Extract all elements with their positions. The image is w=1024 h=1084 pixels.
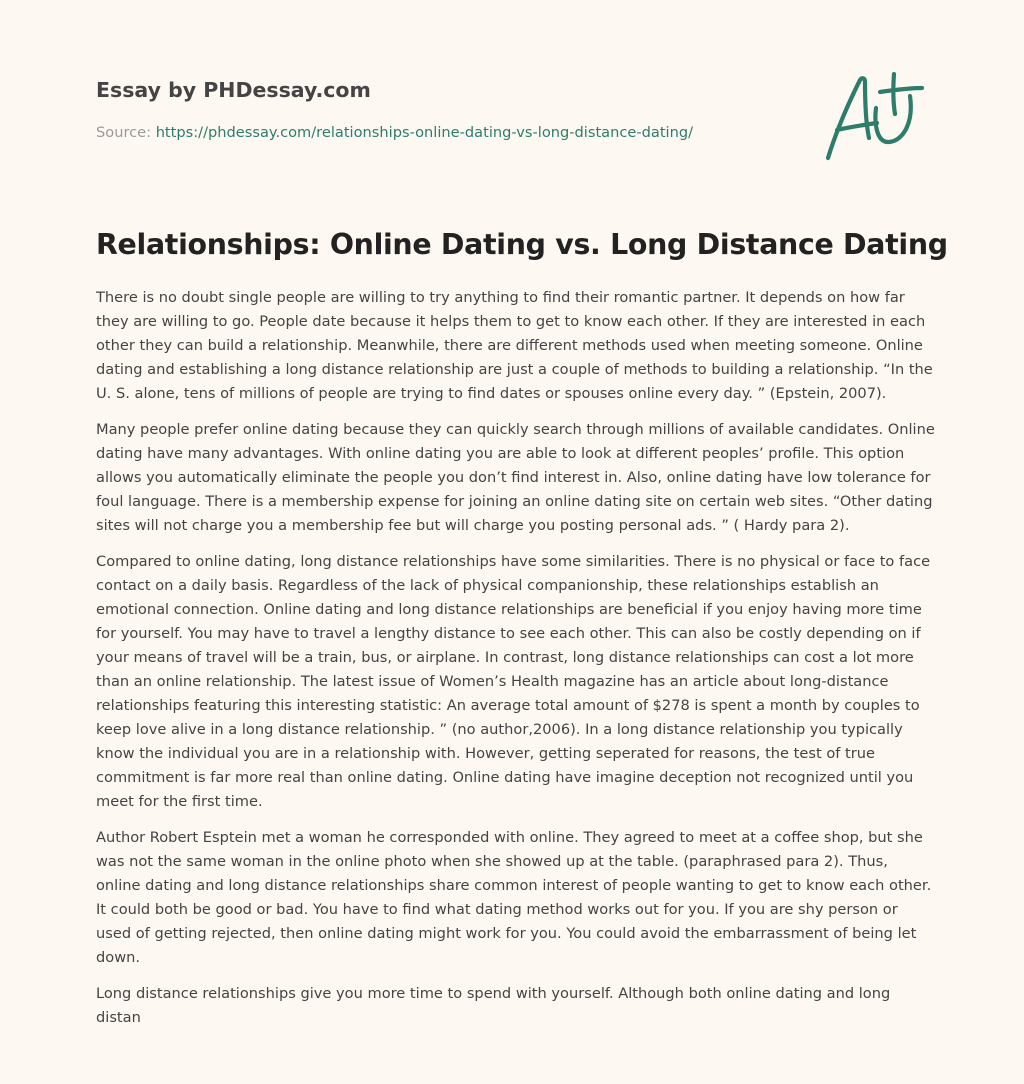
source-link[interactable]: https://phdessay.com/relationships-online-dating-vs-long-distance-dating/ bbox=[155, 124, 694, 141]
essay-paragraph: Long distance relationships give you more time to spend with yourself. Although both online dating and long distan bbox=[96, 985, 891, 1026]
brand-title: Essay by PHDessay.com bbox=[96, 78, 371, 102]
essay-paragraph: Compared to online dating, long distance relationships have some similarities. There is no physical or face to face contact on a daily basis. Regardless of the lack of physical companionship, these relationships establish an emotional connection. Online dating and long distance relationships are beneficial if you enjoy having more time for yourself. You may have to travel a lengthy distance to see each other. This can also be costly depending on if your means of travel will be a train, bus, or airplane. In contrast, long distance relationships can cost a lot more than an online relationship. The latest issue of Women’s Health magazine has an article about long-distance relationships featuring this interesting statistic: An average total amount of $278 is spent a month by couples to keep love alive in a long distance relationship. ” (no author,2006). In a long distance relationship you typically know the individual you are in a relationship with. However, getting seperated for reasons, the test of true commitment is far more real than online dating. Online dating have imagine deception not recognized until you meet for the first time. bbox=[96, 553, 931, 810]
essay-paragraph: There is no doubt single people are willing to try anything to find their romantic partner. It depends on how far they are willing to go. People date because it helps them to get to know each other. If they are interested in each other they can build a relationship. Meanwhile, there are different methods used when meeting someone. Online dating and establishing a long distance relationship are just a couple of methods to building a relationship. “In the U. S. alone, tens of millions of people are trying to find dates or spouses online every day. ” (Epstein, 2007). bbox=[96, 289, 933, 402]
a-plus-grade-icon bbox=[822, 66, 926, 166]
essay-paragraph: Many people prefer online dating because they can quickly search through millions of available candidates. Online dating have many advantages. With online dating you are able to look at different peoples’ profile. This option allows you automatically eliminate the people you don’t find interest in. Also, online dating have low tolerance for foul language. There is a membership expense for joining an online dating site on certain web sites. “Other dating sites will not charge you a membership fee but will charge you posting personal ads. ” ( Hardy para 2). bbox=[96, 421, 935, 534]
essay-title: Relationships: Online Dating vs. Long Distance Dating bbox=[96, 228, 948, 261]
source-line bbox=[96, 124, 693, 141]
essay-paragraph: Author Robert Esptein met a woman he corresponded with online. They agreed to meet at a coffee shop, but she was not the same woman in the online photo when she showed up at the table. (paraphrased para 2). Thus, online dating and long distance relationships share common interest of people wanting to get to know each other. It could both be good or bad. You have to find what dating method works out for you. If you are shy person or used of getting rejected, then online dating might work for you. You could avoid the embarrassment of being let down. bbox=[96, 829, 932, 966]
source-label: Source: bbox=[96, 124, 152, 141]
essay-body bbox=[96, 286, 936, 1042]
